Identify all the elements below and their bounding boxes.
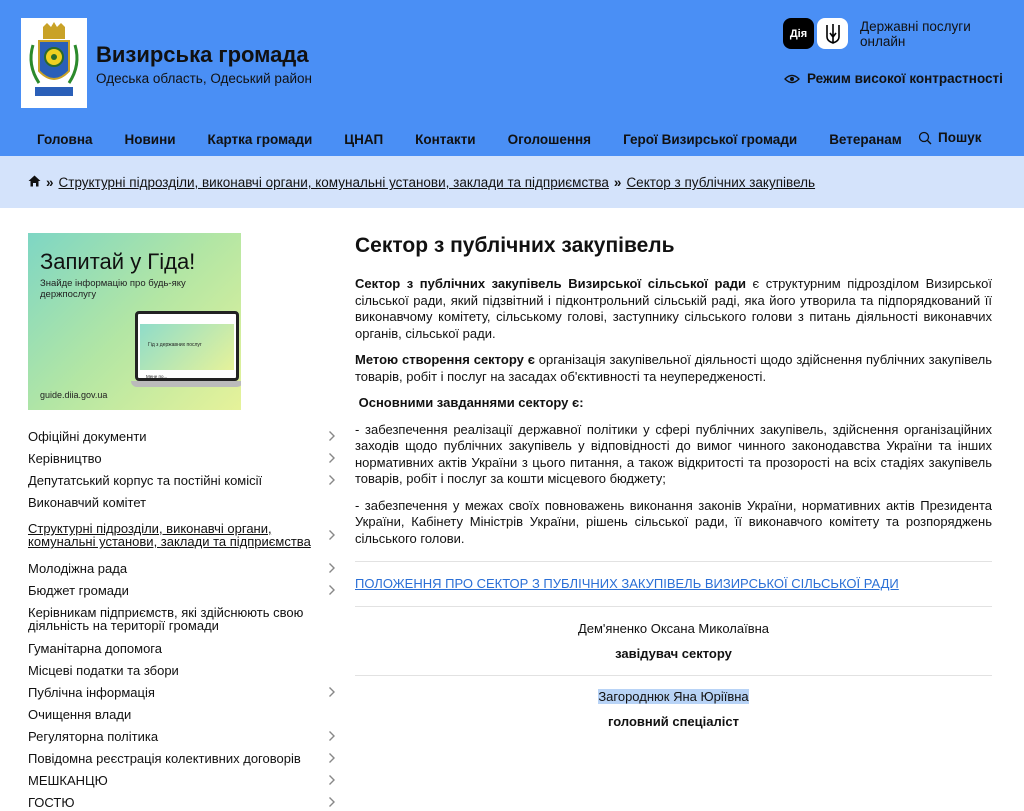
banner-url: guide.diia.gov.ua (40, 390, 108, 400)
nav-contacts[interactable]: Контакти (415, 131, 476, 147)
diia-guide-banner[interactable] (28, 233, 241, 410)
task-item-2: - забезпечення у межах своїх повноважень виконання законів України, нормативних актів Президента України, Кабінету Міністрів України, рішень сільської ради, її виконавчого комітету та розпоряджень сільського голови. (355, 497, 992, 546)
main-nav (22, 124, 934, 154)
sidebar-item-label: Повідомна реєстрація колективних договорів (28, 750, 301, 766)
breadcrumb-current-page[interactable]: Сектор з публічних закупівель (626, 175, 816, 190)
nav-home[interactable]: Головна (37, 131, 93, 147)
sidebar-item-label: Очищення влади (28, 706, 132, 722)
purpose-text: організація закупівельної діяльності щодо здійснення публічних закупівель товарів, робіт і послуг на засадах об'єктивності та неупередженості. (355, 352, 993, 384)
diia-logo: Дія (783, 18, 814, 49)
intro-text: є структурним підрозділом Визирської сільської ради, який підзвітний і підконтрольний сільській раді, яка його утворила та підпорядкований її виконавчому комітету, сільському голові, заступнику сільського голови з питань діяльності виконавчих органів, сільської ради. (355, 276, 992, 341)
sidebar-item-label: Керівникам підприємств, які здійснюють свою діяльність на території громади (28, 605, 304, 633)
site-header (0, 0, 1024, 156)
sidebar-item[interactable] (28, 659, 340, 681)
divider (355, 606, 992, 607)
chevron-right-icon[interactable] (328, 452, 336, 464)
diia-services-text (860, 19, 971, 49)
chevron-right-icon[interactable] (328, 529, 336, 541)
sidebar-item-label: ГОСТЮ (28, 794, 75, 810)
chevron-right-icon[interactable] (328, 774, 336, 786)
high-contrast-label: Режим високої контрастності (807, 71, 1003, 86)
laptop-illustration (135, 311, 241, 395)
tasks-heading-text: Основними завданнями сектору є: (355, 395, 584, 410)
task-item-1: - забезпечення реалізації державної політики у сфері публічних закупівель, здійснення організаційних заходів щодо публічних закупівель у відповідності до вимог чинного законодавства України та інших нормативних актів України з цього питання, а також відкритості та прозорості на всіх стадіях закупівель товарів, робіт і послуг за кошти місцевого бюджету; (355, 421, 992, 486)
sidebar-item-label: Молодіжна рада (28, 560, 128, 576)
sidebar-item-label: Регуляторна політика (28, 728, 159, 744)
sidebar-item-label: Офіційні документи (28, 428, 147, 444)
nav-announcements[interactable]: Оголошення (507, 131, 592, 147)
main-content (355, 232, 992, 729)
divider (355, 675, 992, 676)
nav-news[interactable]: Новини (124, 131, 176, 147)
chevron-right-icon[interactable] (328, 730, 336, 742)
sidebar-item[interactable] (28, 791, 340, 811)
diia-text-line-1: Державні послуги (860, 18, 971, 34)
sidebar-item-label: Публічна інформація (28, 684, 155, 700)
sidebar-item[interactable] (28, 557, 340, 579)
chevron-right-icon[interactable] (328, 430, 336, 442)
divider (355, 561, 992, 562)
person-name: Дем'яненко Оксана Миколаївна (577, 621, 770, 636)
sidebar-item-label: Бюджет громади (28, 582, 129, 598)
nav-cnap[interactable]: ЦНАП (344, 131, 384, 147)
high-contrast-toggle[interactable] (784, 71, 1003, 86)
sidebar-item[interactable] (28, 469, 340, 491)
chevron-right-icon[interactable] (328, 584, 336, 596)
intro-paragraph (355, 276, 992, 342)
site-title[interactable]: Визирська громада (96, 42, 309, 67)
chevron-right-icon[interactable] (328, 562, 336, 574)
chevron-right-icon[interactable] (328, 796, 336, 808)
person-position: головний спеціаліст (608, 714, 739, 729)
sidebar-item-label: Виконавчий комітет (28, 494, 147, 510)
home-icon[interactable] (28, 175, 41, 190)
sidebar-item[interactable] (28, 637, 340, 659)
regulation-document-link[interactable]: ПОЛОЖЕННЯ ПРО СЕКТОР З ПУБЛІЧНИХ ЗАКУПІВЕЛЬ ВИЗИРСЬКОЇ СІЛЬСЬКОЇ РАДИ (355, 576, 899, 591)
search-icon (918, 131, 932, 145)
chevron-right-icon[interactable] (328, 752, 336, 764)
sidebar-item[interactable] (28, 491, 340, 513)
person-name: Загороднюк Яна Юріївна (598, 689, 749, 704)
banner-screen-bottom: Мене по... (146, 374, 168, 379)
sidebar-item[interactable] (28, 579, 340, 601)
breadcrumb-separator: » (613, 175, 622, 190)
breadcrumb-structural-units[interactable]: Структурні підрозділи, виконавчі органи, комунальні установи, заклади та підприємства (58, 175, 609, 190)
nav-community-card[interactable]: Картка громади (207, 131, 313, 147)
breadcrumb (28, 175, 815, 190)
banner-subtitle: Знайде інформацію про будь-яку держпослугу (40, 278, 186, 300)
sidebar-item[interactable] (28, 601, 340, 637)
purpose-bold: Метою створення сектору є (355, 352, 535, 367)
diia-services-link[interactable] (783, 18, 971, 49)
sidebar-item[interactable] (28, 703, 340, 725)
banner-screen-text: Гід з державних послуг (148, 342, 202, 348)
sidebar-item-label: Керівництво (28, 450, 102, 466)
sidebar-item[interactable] (28, 425, 340, 447)
chevron-right-icon[interactable] (328, 686, 336, 698)
sidebar-item-label: Депутатський корпус та постійні комісії (28, 472, 263, 488)
community-emblem-logo[interactable] (21, 18, 87, 108)
search-button[interactable] (918, 130, 981, 145)
sidebar-item[interactable] (28, 513, 340, 557)
sidebar-item[interactable] (28, 725, 340, 747)
sidebar-item-label: Місцеві податки та збори (28, 662, 179, 678)
nav-veterans[interactable]: Ветеранам (829, 131, 902, 147)
sidebar-item[interactable] (28, 681, 340, 703)
sidebar-item[interactable] (28, 747, 340, 769)
tryzub-icon (817, 18, 848, 49)
sidebar-item-label: Структурні підрозділи, виконавчі органи, комунальні установи, заклади та підприємства (28, 521, 311, 549)
sidebar-item-label: Гуманітарна допомога (28, 640, 162, 656)
sidebar-item-label: МЕШКАНЦЮ (28, 772, 108, 788)
breadcrumb-separator: » (46, 175, 54, 190)
sidebar-item[interactable] (28, 769, 340, 791)
page-title: Сектор з публічних закупівель (355, 234, 675, 257)
site-subtitle: Одеська область, Одеський район (96, 71, 312, 86)
tasks-heading (355, 395, 992, 412)
diia-text-line-2: онлайн (860, 33, 906, 49)
intro-bold: Сектор з публічних закупівель Визирської сільської ради (355, 276, 746, 291)
nav-heroes[interactable]: Герої Визирської громади (623, 131, 798, 147)
purpose-paragraph (355, 352, 992, 385)
banner-title: Запитай у Гіда! (40, 249, 196, 274)
eye-icon (784, 74, 800, 84)
sidebar-item[interactable] (28, 447, 340, 469)
chevron-right-icon[interactable] (328, 474, 336, 486)
person-card (355, 621, 992, 661)
person-position: завідувач сектору (615, 646, 732, 661)
search-label: Пошук (938, 130, 982, 145)
person-card (355, 689, 992, 729)
